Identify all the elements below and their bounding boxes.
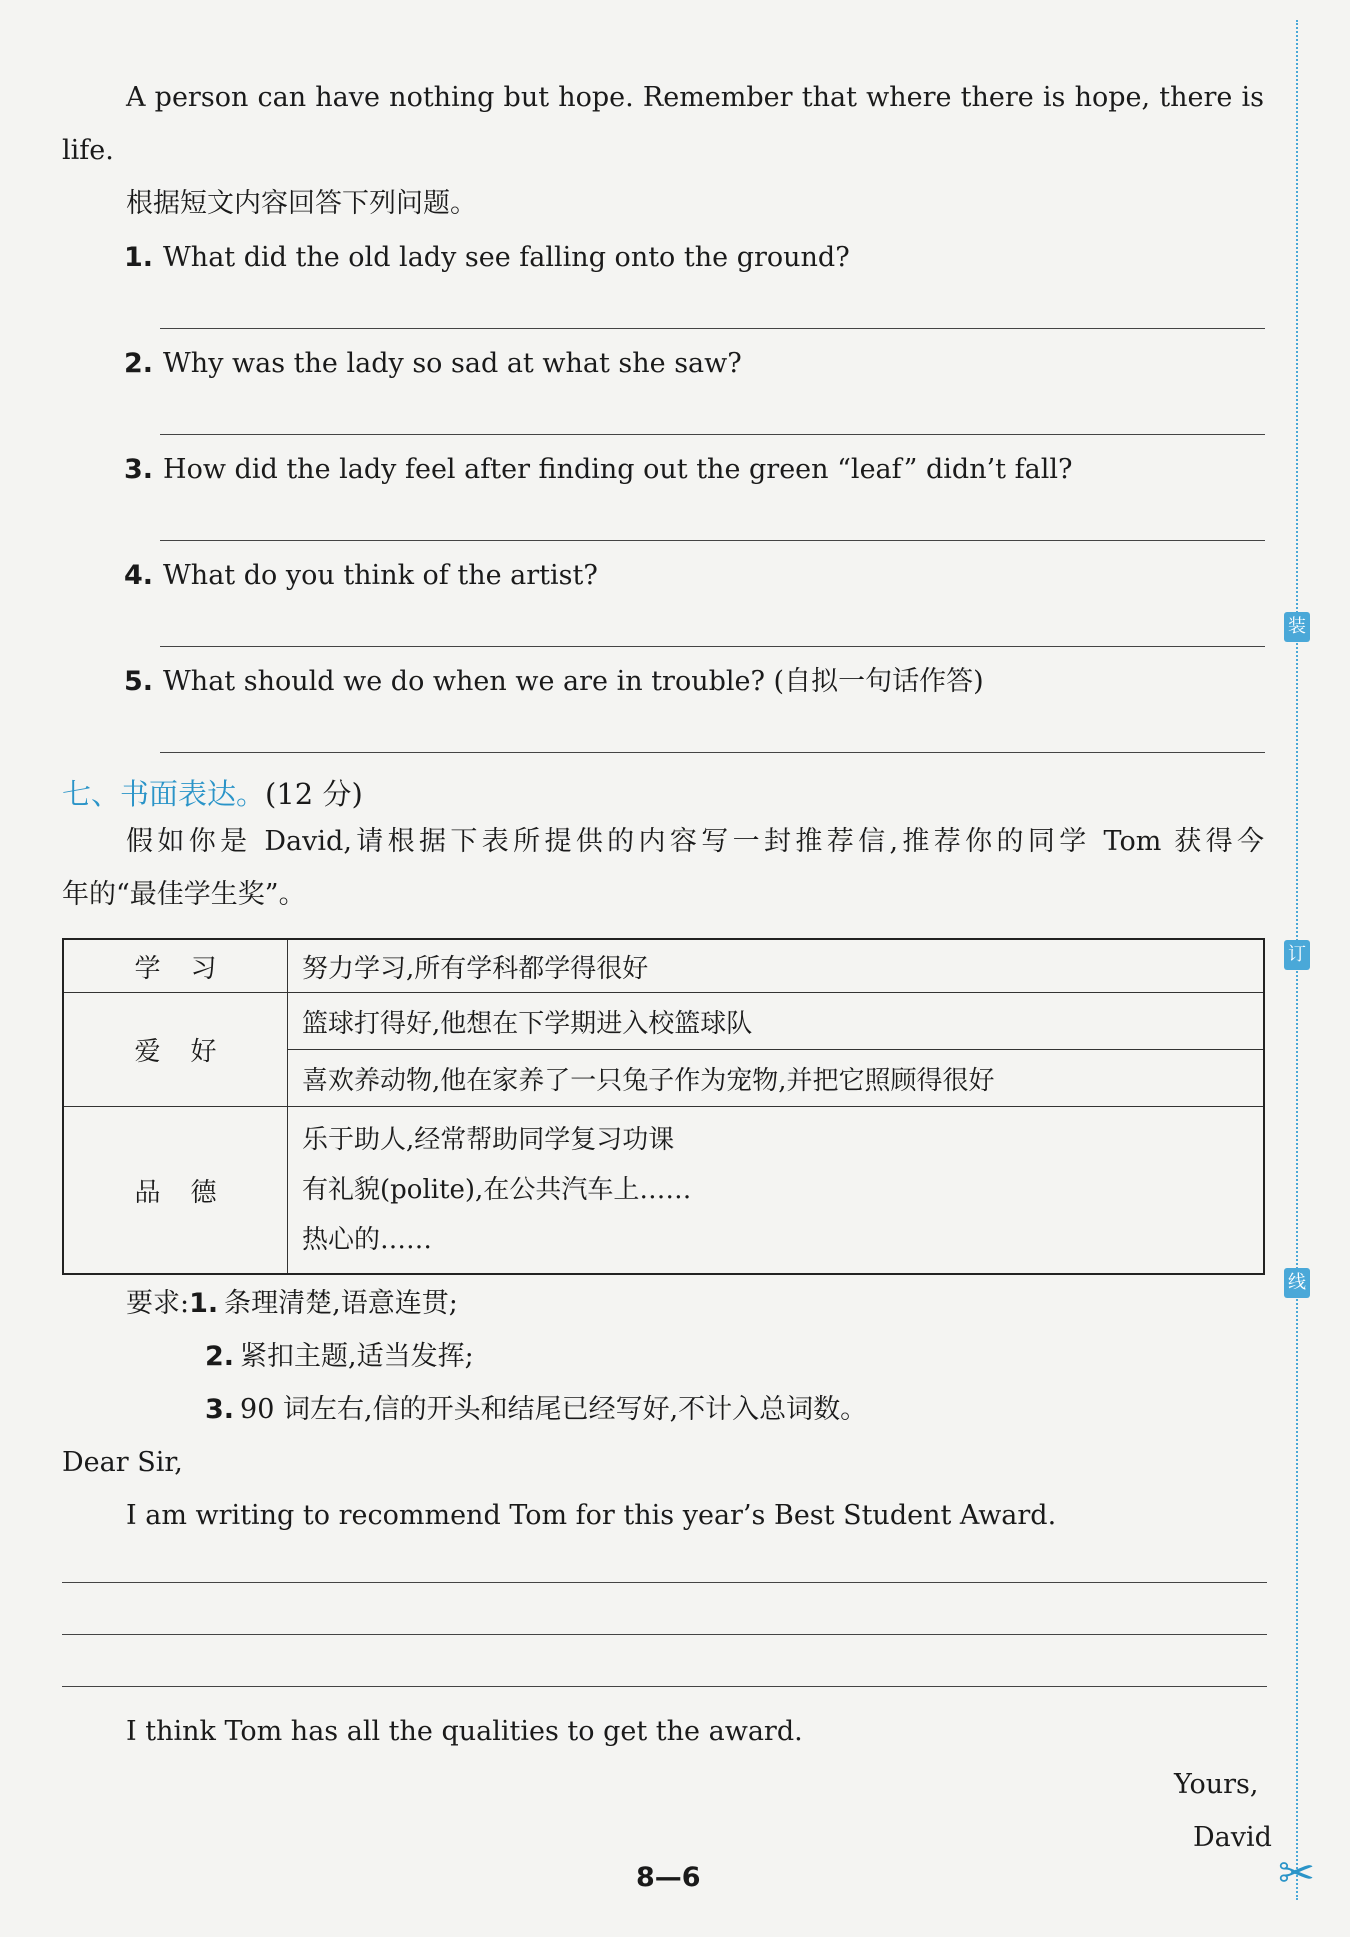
answer-line-5[interactable] [160,752,1265,753]
question-3 [124,456,1072,483]
requirement-3 [205,1396,867,1423]
info-table [62,938,1265,1275]
section-7-intro-line-1: 假如你是 David,请根据下表所提供的内容写一封推荐信,推荐你的同学 Tom 获得今 [126,826,1264,857]
section-7-heading [62,772,363,813]
question-number: 3. [124,454,154,485]
morality-label: 品德 [63,1107,288,1275]
letter-signature: David [1193,1822,1272,1853]
hobby-label: 爱好 [63,993,288,1107]
table-row [63,993,1264,1050]
question-text: What do you think of the artist? [163,560,598,591]
writing-line-2[interactable] [62,1634,1267,1635]
requirement-text: 90 词左右,信的开头和结尾已经写好,不计入总词数。 [240,1394,868,1425]
letter-signoff: Yours, [1174,1769,1259,1800]
question-number: 2. [124,348,154,379]
requirement-text: 条理清楚,语意连贯; [224,1288,458,1319]
requirement-number: 3. [205,1394,235,1425]
letter-greeting: Dear Sir, [62,1447,183,1478]
requirement-text: 紧扣主题,适当发挥; [240,1341,474,1372]
answer-line-3[interactable] [160,540,1265,541]
question-1 [124,244,850,271]
passage-line-1: A person can have nothing but hope. Remember that where there is hope, there is [126,82,1264,113]
question-text: How did the lady feel after finding out the green “leaf” didn’t fall? [163,454,1073,485]
answer-line-1[interactable] [160,328,1265,329]
page-number: 8—6 [636,1862,701,1893]
hobby-text-1: 篮球打得好,他想在下学期进入校篮球队 [288,993,1265,1050]
section-score: (12 分) [265,777,363,811]
answer-line-4[interactable] [160,646,1265,647]
question-text: Why was the lady so sad at what she saw? [163,348,742,379]
question-number: 1. [124,242,154,273]
requirement-2 [205,1343,474,1370]
letter-opening: I am writing to recommend Tom for this year’s Best Student Award. [126,1500,1057,1531]
section-7-intro-line-2: 年的“最佳学生奖”。 [62,879,306,910]
binding-tag-1: 装 [1284,612,1310,642]
morality-text-1: 乐于助人,经常帮助同学复习功课 [302,1125,675,1155]
question-text: What did the old lady see falling onto the ground? [163,242,850,273]
writing-line-3[interactable] [62,1686,1267,1687]
requirement-1 [126,1290,458,1317]
section-title: 七、书面表达。 [62,777,266,811]
letter-closing: I think Tom has all the qualities to get the award. [126,1716,803,1747]
scissors-icon: ✂ [1278,1848,1315,1899]
requirement-number: 2. [205,1341,235,1372]
writing-line-1[interactable] [62,1582,1267,1583]
question-4 [124,562,598,589]
question-2 [124,350,742,377]
question-text: What should we do when we are in trouble? (自拟一句话作答) [163,666,984,697]
question-number: 4. [124,560,154,591]
requirements-label: 要求: [126,1288,190,1319]
answer-line-2[interactable] [160,434,1265,435]
requirement-number: 1. [189,1288,219,1319]
study-text: 努力学习,所有学科都学得很好 [288,939,1265,993]
table-row [63,1107,1264,1275]
binding-tag-3: 线 [1284,1268,1310,1298]
question-5 [124,668,984,695]
hobby-text-2: 喜欢养动物,他在家养了一只兔子作为宠物,并把它照顾得很好 [288,1050,1265,1107]
question-number: 5. [124,666,154,697]
table-row [63,939,1264,993]
morality-text-2: 有礼貌(polite),在公共汽车上…… [302,1175,692,1205]
binding-tag-2: 订 [1284,940,1310,970]
passage-line-2: life. [62,135,114,166]
morality-text-3: 热心的…… [302,1225,433,1255]
study-label: 学习 [63,939,288,993]
morality-cell [288,1107,1265,1275]
reading-instruction: 根据短文内容回答下列问题。 [126,188,477,219]
